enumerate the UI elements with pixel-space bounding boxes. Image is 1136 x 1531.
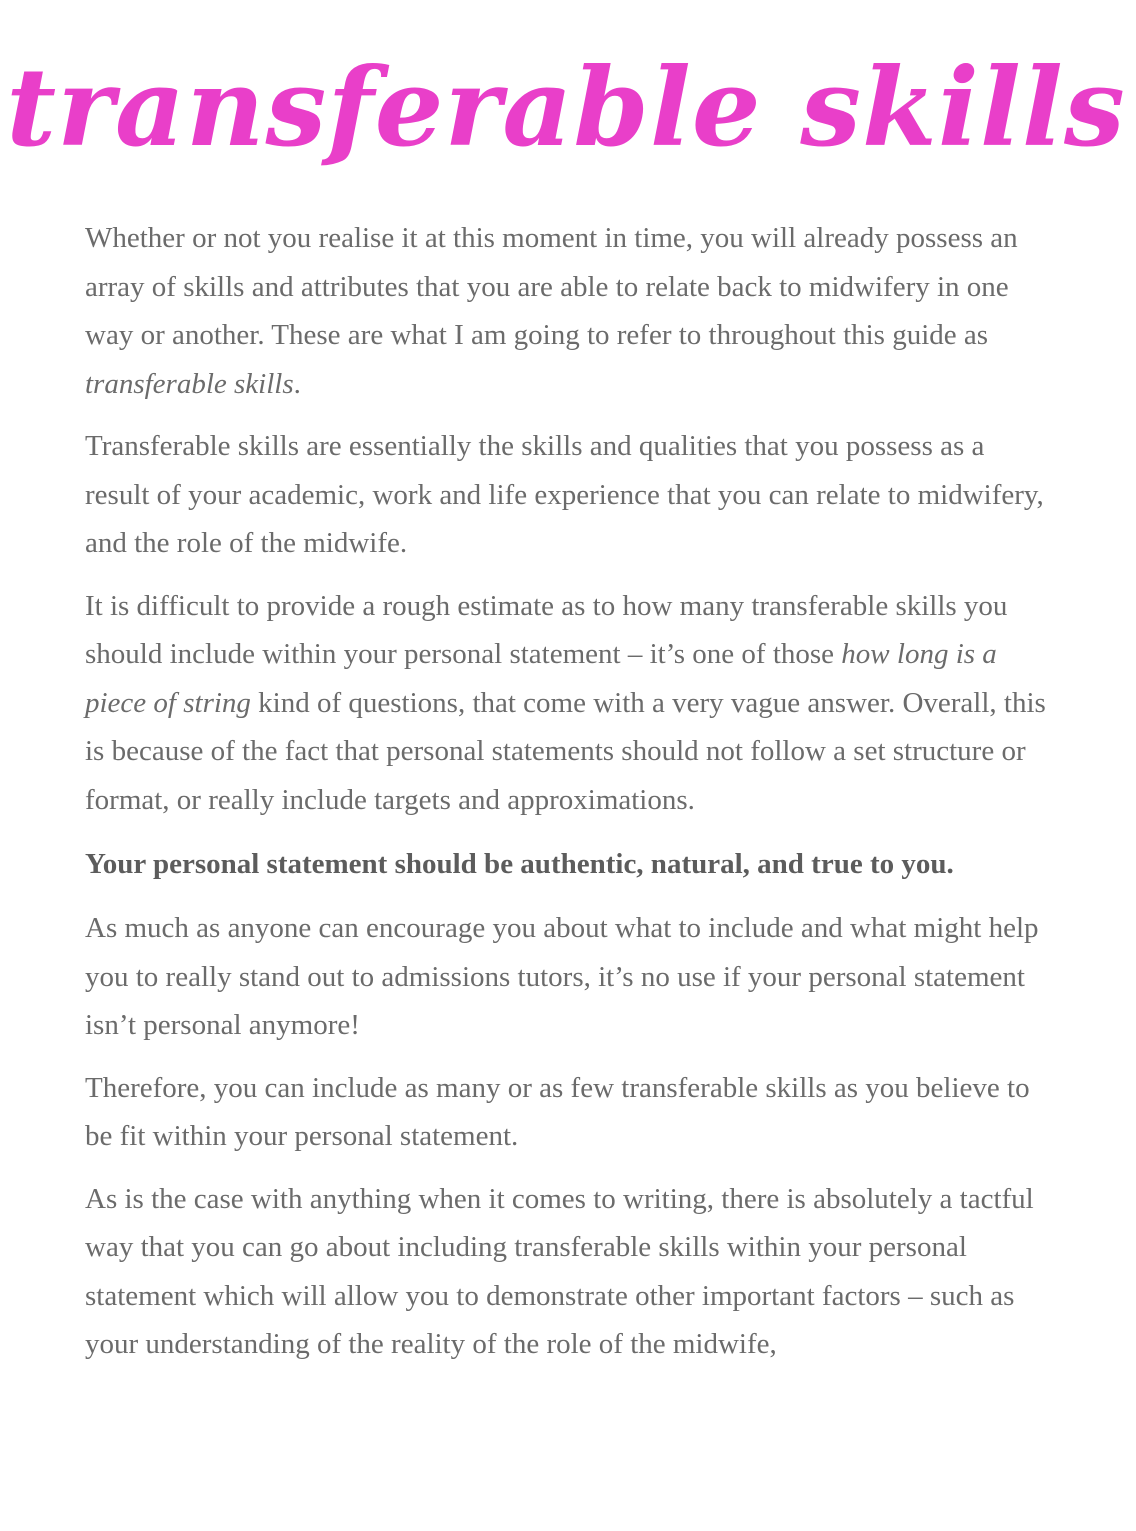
paragraph-intro [85,214,1046,408]
page-title: transferable skills [5,45,1126,171]
paragraph-intro-text: Whether or not you realise it at this moment in time, you will already possess an array of skills and attributes that you are able to relate back to midwifery in one way or another. These are what I am going to refer to throughout this guide as [85,222,1018,351]
paragraph-encourage: As much as anyone can encourage you about what to include and what might help you to really stand out to admissions tutors, it’s no use if your personal statement isn’t personal anymore! [85,912,1039,1041]
paragraph-definition: Transferable skills are essentially the skills and qualities that you possess as a result of your academic, work and life experience that you can relate to midwifery, and the role of the midwife. [85,430,1044,559]
paragraph-estimate-text: It is difficult to provide a rough estimate as to how many transferable skills you should include within your personal statement – it’s one of those [85,589,1008,670]
paragraph-intro-emphasis: transferable skills [85,367,294,400]
paragraph-highlight: Your personal statement should be authentic, natural, and true to you. [85,848,954,880]
paragraph-therefore: Therefore, you can include as many or as few transferable skills as you believe to be fit within your personal statement. [85,1071,1030,1152]
paragraph-estimate-emphasis: how long is a piece of string [85,638,997,719]
paragraph-tactful: As is the case with anything when it comes to writing, there is absolutely a tactful way that you can go about including transferable skills within your personal statement which will allow you to demonstrate other important factors – such as your understanding of the reality of the role of the midwife, [85,1182,1034,1360]
title-banner [5,0,1126,210]
title-script-graphic [5,5,1126,205]
paragraph-intro-end: . [293,367,301,400]
paragraph-estimate-end: kind of questions, that come with a very vague answer. Overall, this is because of the fact that personal statements should not follow a set structure or format, or really include targets and approximations. [85,686,1046,816]
paragraph-estimate [85,582,1046,825]
